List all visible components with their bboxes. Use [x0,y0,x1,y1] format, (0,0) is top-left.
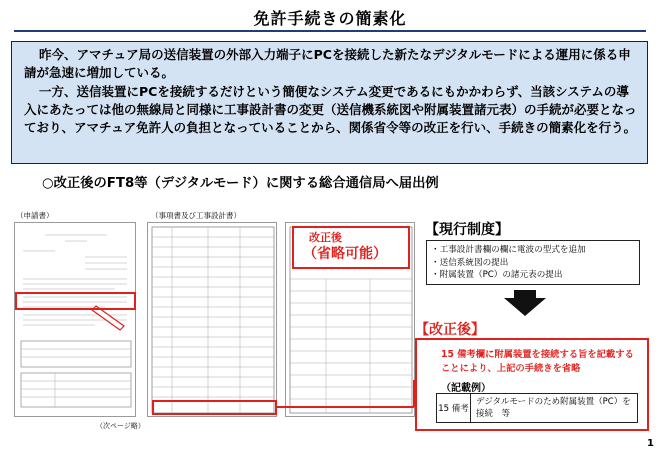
omit-label-top: 改正後 [309,231,342,244]
example-field-number: 15 備考 [437,394,471,422]
revised-description [441,348,634,376]
example-label: （記載例） [441,383,491,394]
intro-paragraph-2: 一方、送信装置にPCを接続するだけという簡便なシステム変更であるにもかかわらず、当該システムの導入にあたっては他の無線局と同様に工事設計書の変更（送信機系統図や附属装置諸元表）の手続が必要となっており、アマチュア免許人の負担となっていることから、関係省令等の改正を行い、手続きの簡素化を行う。 [24,83,637,136]
example-text-line-1: デジタルモードのため附属装置（PC）を [476,397,631,407]
current-system-box [426,240,640,285]
example-field-content [471,394,637,422]
engineering-design-scan-1 [148,223,277,417]
current-system-title: 【現行制度】 [425,222,509,238]
application-highlight [15,292,136,310]
intro-box [11,41,648,164]
current-item: ・工事設計書欄の欄に電波の型式を追加 [431,245,586,255]
engineering-label: （事項書及び工事設計書） [151,211,241,220]
current-item: ・附属装置（PC）の諸元表の提出 [431,270,563,280]
revised-system-title: 【改正後】 [415,322,485,338]
intro-paragraph-1: 昨今、アマチュア局の送信装置の外部入力端子にPCを接続した新たなデジタルモードによる運用に係る申請が急速に増加している。 [24,47,631,81]
engineering-design-page-1 [147,222,277,417]
application-label: （申請書） [16,211,54,220]
next-page-note: （次ページ略） [96,422,145,430]
current-item: ・送信系統図の提出 [431,257,509,268]
example-text-line-2: 接続 等 [476,408,511,419]
revised-line-2: ことにより、上記の手続きを省略 [441,363,581,374]
example-table [436,393,638,423]
page-number: 1 [647,438,654,449]
down-arrow-icon [504,290,546,316]
page-title: 免許手続きの簡素化 [253,9,407,28]
section-heading: ○改正後のFT8等（デジタルモード）に関する総合通信局へ届出例 [42,176,439,191]
application-form-scan [15,223,136,417]
application-form-thumbnail [14,222,136,417]
omit-label: （省略可能） [303,246,387,262]
title-underline [14,30,646,32]
revised-line-1: 15 備考欄に附属装置を接続する旨を記載する [441,349,634,360]
remark-field-highlight [152,400,277,415]
